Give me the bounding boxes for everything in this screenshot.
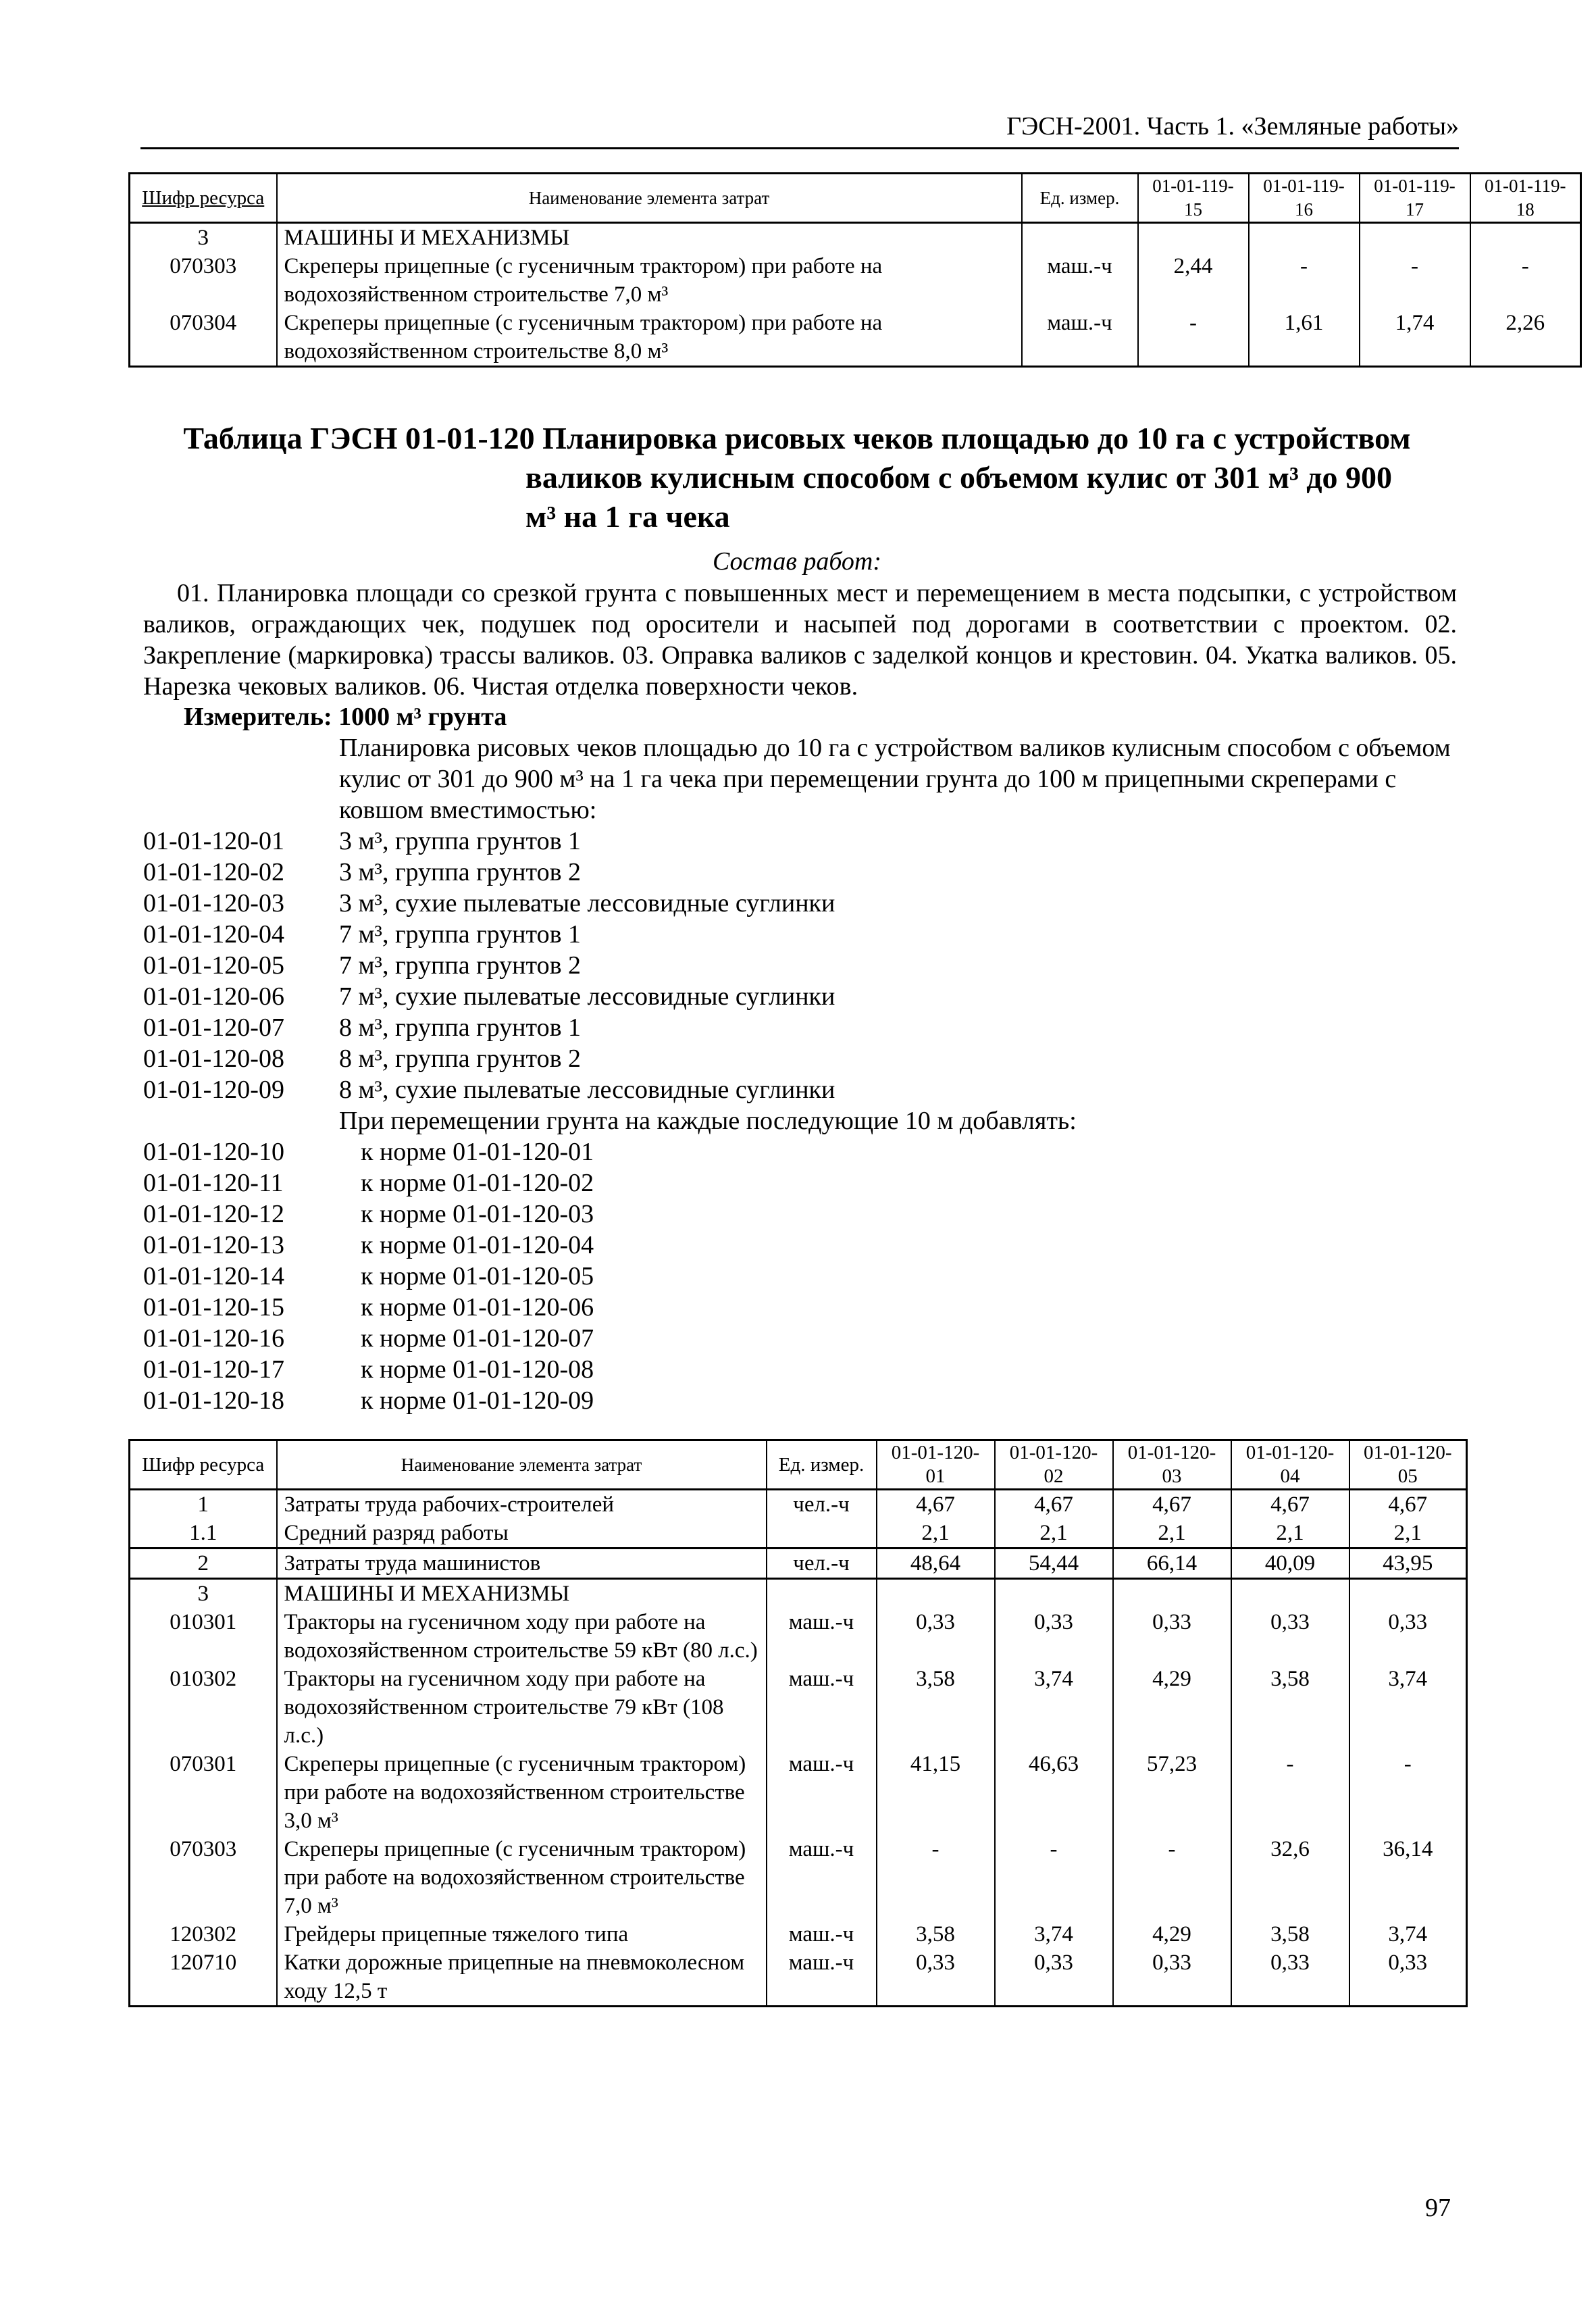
norm-description: к норме 01-01-120-04 (361, 1231, 594, 1259)
norm-code: 01-01-120-18 (143, 1386, 284, 1415)
list-item (143, 1074, 1359, 1105)
value: 3,74 (1349, 1920, 1467, 1948)
unit: чел.-ч (767, 1490, 877, 1519)
value: - (1349, 1750, 1467, 1835)
norm-description: 8 м³, сухие пылеватые лессовидные суглинки (339, 1076, 835, 1104)
resource-code: 070301 (130, 1750, 277, 1835)
value: 0,33 (1113, 1948, 1231, 2007)
norm-code: 01-01-120-02 (143, 858, 284, 886)
unit: маш.-ч (767, 1665, 877, 1750)
value: 57,23 (1113, 1750, 1231, 1835)
resource-name: Средний разряд работы (277, 1519, 767, 1549)
value: 4,67 (1113, 1490, 1231, 1519)
list-item (143, 1261, 1359, 1292)
composition-heading: Состав работ: (712, 547, 882, 576)
norm-code: 01-01-120-01 (143, 827, 284, 855)
norm-code: 01-01-120-15 (143, 1293, 284, 1322)
norm-description: 3 м³, сухие пылеватые лессовидные суглинки (339, 889, 835, 917)
col-header-norm: 01-01-119-16 (1249, 174, 1360, 223)
resource-code: 120302 (130, 1920, 277, 1948)
col-header-name: Наименование элемента затрат (277, 174, 1022, 223)
unit: маш.-ч (767, 1948, 877, 2007)
norm-code: 01-01-120-07 (143, 1013, 284, 1042)
value: 2,44 (1138, 252, 1249, 309)
unit (1022, 223, 1138, 253)
value: 4,67 (1349, 1490, 1467, 1519)
norm-code: 01-01-120-09 (143, 1076, 284, 1104)
composition-text: 01. Планировка площади со срезкой грунта с повышенных мест и перемещением в места подсыпки, с устройством валиков, ограждающих чек, подушек под оросители и насыпей под дорогами в соответствии с проектом. 02. Закрепление (маркировка) трассы валиков. 03. Оправка валиков с заделкой концов и крестовин. 04. Укатка валиков. 05. Нарезка чековых валиков. 06. Чистая отделка поверхности чеков. (143, 579, 1457, 701)
value (1470, 223, 1581, 253)
col-header-norm: 01-01-119-17 (1360, 174, 1470, 223)
table-row (130, 1665, 1467, 1750)
value: - (1360, 252, 1470, 309)
value: - (877, 1835, 995, 1920)
resource-code: 070303 (130, 252, 277, 309)
table-row (130, 1608, 1467, 1665)
table-row (130, 1549, 1467, 1579)
norm-code: 01-01-120-06 (143, 982, 284, 1011)
list-item (143, 981, 1359, 1012)
resource-code: 070303 (130, 1835, 277, 1920)
resource-code: 120710 (130, 1948, 277, 2007)
value: - (1231, 1750, 1349, 1835)
value (1231, 1579, 1349, 1609)
unit: маш.-ч (1022, 252, 1138, 309)
value: 1,61 (1249, 309, 1360, 367)
table-row (130, 1519, 1467, 1549)
norm-description: 3 м³, группа грунтов 1 (339, 827, 582, 855)
resource-name: МАШИНЫ И МЕХАНИЗМЫ (277, 1579, 767, 1609)
value: 0,33 (877, 1608, 995, 1665)
table-row (130, 309, 1581, 367)
list-item (143, 950, 1359, 981)
list-item (143, 1167, 1359, 1199)
running-title: ГЭСН-2001. Часть 1. «Земляные работы» (1006, 112, 1459, 141)
unit: чел.-ч (767, 1549, 877, 1579)
value: 3,58 (877, 1665, 995, 1750)
value (877, 1579, 995, 1609)
list-item (143, 1292, 1359, 1323)
value: 0,33 (995, 1948, 1113, 2007)
value: 0,33 (995, 1608, 1113, 1665)
resource-code: 2 (130, 1549, 277, 1579)
list-item (143, 1354, 1359, 1385)
resource-table-119 (128, 172, 1582, 368)
col-header-norm: 01-01-120-02 (995, 1440, 1113, 1490)
value: 46,63 (995, 1750, 1113, 1835)
resource-code: 070304 (130, 309, 277, 367)
value: 0,33 (1349, 1608, 1467, 1665)
norm-description: к норме 01-01-120-08 (361, 1355, 594, 1384)
resource-code: 3 (130, 223, 277, 253)
col-header-norm: 01-01-120-05 (1349, 1440, 1467, 1490)
value: - (1470, 252, 1581, 309)
value: 41,15 (877, 1750, 995, 1835)
value: 36,14 (1349, 1835, 1467, 1920)
value: 4,29 (1113, 1920, 1231, 1948)
norm-code: 01-01-120-17 (143, 1355, 284, 1384)
table-row (130, 1750, 1467, 1835)
norm-description: к норме 01-01-120-05 (361, 1262, 594, 1290)
value: - (995, 1835, 1113, 1920)
list-item (143, 1012, 1359, 1043)
norm-code: 01-01-120-12 (143, 1200, 284, 1228)
value: - (1249, 252, 1360, 309)
table-row (130, 1948, 1467, 2007)
resource-name: МАШИНЫ И МЕХАНИЗМЫ (277, 223, 1022, 253)
resource-name: Скреперы прицепные (с гусеничным трактором) при работе на водохозяйственном строительстве 3,0 м³ (277, 1750, 767, 1835)
value: 0,33 (877, 1948, 995, 2007)
unit: маш.-ч (767, 1750, 877, 1835)
value: 2,1 (877, 1519, 995, 1549)
col-header-name: Наименование элемента затрат (277, 1440, 767, 1490)
col-header-norm: 01-01-119-18 (1470, 174, 1581, 223)
value: 66,14 (1113, 1549, 1231, 1579)
value: 2,26 (1470, 309, 1581, 367)
col-header-code: Шифр ресурса (130, 174, 277, 223)
value: 40,09 (1231, 1549, 1349, 1579)
norm-code-list (143, 826, 1359, 1416)
col-header-unit: Ед. измер. (1022, 174, 1138, 223)
value: 2,1 (995, 1519, 1113, 1549)
list-item (143, 1323, 1359, 1354)
value: 3,58 (877, 1920, 995, 1948)
value (1113, 1579, 1231, 1609)
value: 48,64 (877, 1549, 995, 1579)
page-number: 97 (1425, 2194, 1451, 2222)
value: 4,67 (877, 1490, 995, 1519)
value: 43,95 (1349, 1549, 1467, 1579)
value: 3,58 (1231, 1665, 1349, 1750)
resource-name: Катки дорожные прицепные на пневмоколесном ходу 12,5 т (277, 1948, 767, 2007)
norm-description: 8 м³, группа грунтов 1 (339, 1013, 582, 1042)
section-title-line: Таблица ГЭСН 01-01-120 Планировка рисовых чеков площадью до 10 га с устройством (183, 421, 1411, 455)
value: 0,33 (1349, 1948, 1467, 2007)
resource-table-120 (128, 1439, 1468, 2007)
norm-description: 8 м³, группа грунтов 2 (339, 1045, 582, 1073)
table-row (130, 252, 1581, 309)
value: 0,33 (1113, 1608, 1231, 1665)
list-item (143, 1230, 1359, 1261)
table-header-row (130, 174, 1581, 223)
value: - (1138, 309, 1249, 367)
section-title (135, 419, 1459, 536)
resource-name: Тракторы на гусеничном ходу при работе на водохозяйственном строительстве 79 кВт (108 л.с.) (277, 1665, 767, 1750)
norm-code: 01-01-120-05 (143, 951, 284, 980)
norm-code: 01-01-120-16 (143, 1324, 284, 1353)
list-item (143, 857, 1359, 888)
col-header-code: Шифр ресурса (130, 1440, 277, 1490)
unit-of-measure: Измеритель: 1000 м³ грунта (184, 703, 507, 731)
value: 1,74 (1360, 309, 1470, 367)
unit: маш.-ч (1022, 309, 1138, 367)
norm-description: к норме 01-01-120-03 (361, 1200, 594, 1228)
value: 54,44 (995, 1549, 1113, 1579)
resource-name: Тракторы на гусеничном ходу при работе на водохозяйственном строительстве 59 кВт (80 л.с.) (277, 1608, 767, 1665)
resource-name: Затраты труда машинистов (277, 1549, 767, 1579)
norm-description: к норме 01-01-120-07 (361, 1324, 594, 1353)
col-header-unit: Ед. измер. (767, 1440, 877, 1490)
value (995, 1579, 1113, 1609)
unit (767, 1579, 877, 1609)
norm-description: к норме 01-01-120-06 (361, 1293, 594, 1322)
col-header-norm: 01-01-120-03 (1113, 1440, 1231, 1490)
value: 32,6 (1231, 1835, 1349, 1920)
norm-description: к норме 01-01-120-01 (361, 1138, 594, 1166)
additional-norms-intro: При перемещении грунта на каждые последующие 10 м добавлять: (339, 1107, 1077, 1135)
norm-description: 7 м³, группа грунтов 2 (339, 951, 582, 980)
table-row (130, 223, 1581, 253)
unit: маш.-ч (767, 1608, 877, 1665)
unit (767, 1519, 877, 1549)
table-row (130, 1579, 1467, 1609)
value: 4,67 (1231, 1490, 1349, 1519)
value: 4,67 (995, 1490, 1113, 1519)
value: 3,58 (1231, 1920, 1349, 1948)
list-item (143, 1043, 1359, 1074)
value: 2,1 (1349, 1519, 1467, 1549)
list-item (143, 1385, 1359, 1416)
resource-code: 010302 (130, 1665, 277, 1750)
value: 2,1 (1231, 1519, 1349, 1549)
value: 0,33 (1231, 1948, 1349, 2007)
col-header-norm: 01-01-120-01 (877, 1440, 995, 1490)
value: 2,1 (1113, 1519, 1231, 1549)
unit: маш.-ч (767, 1920, 877, 1948)
norm-description: к норме 01-01-120-09 (361, 1386, 594, 1415)
value (1249, 223, 1360, 253)
norm-description: 3 м³, группа грунтов 2 (339, 858, 582, 886)
resource-code: 010301 (130, 1608, 277, 1665)
resource-name: Скреперы прицепные (с гусеничным трактором) при работе на водохозяйственном строительстве 7,0 м³ (277, 1835, 767, 1920)
table-row (130, 1490, 1467, 1519)
norm-code: 01-01-120-04 (143, 920, 284, 949)
list-item (143, 919, 1359, 950)
section-title-line: валиков кулисным способом с объемом кулис от 301 м³ до 900 (525, 460, 1393, 495)
list-item (143, 1136, 1359, 1167)
value: - (1113, 1835, 1231, 1920)
list-item (143, 1199, 1359, 1230)
resource-name: Скреперы прицепные (с гусеничным трактором) при работе на водохозяйственном строительстве 7,0 м³ (277, 252, 1022, 309)
unit: маш.-ч (767, 1835, 877, 1920)
value: 3,74 (1349, 1665, 1467, 1750)
norm-code: 01-01-120-08 (143, 1045, 284, 1073)
table-header-row (130, 1440, 1467, 1490)
resource-name: Скреперы прицепные (с гусеничным трактором) при работе на водохозяйственном строительстве 8,0 м³ (277, 309, 1022, 367)
value (1138, 223, 1249, 253)
value (1360, 223, 1470, 253)
norm-code: 01-01-120-10 (143, 1138, 284, 1166)
section-title-line: м³ на 1 га чека (525, 499, 730, 534)
norms-intro: Планировка рисовых чеков площадью до 10 га с устройством валиков кулисным способом с объемом кулис от 301 до 900 м³ на 1 га чека при перемещении грунта до 100 м прицепными скреперами с ковшом вместимостью: (339, 734, 1451, 824)
norm-description: к норме 01-01-120-02 (361, 1169, 594, 1197)
norm-code: 01-01-120-13 (143, 1231, 284, 1259)
resource-name: Грейдеры прицепные тяжелого типа (277, 1920, 767, 1948)
norm-code: 01-01-120-14 (143, 1262, 284, 1290)
norm-code: 01-01-120-11 (143, 1169, 284, 1197)
norm-description: 7 м³, группа грунтов 1 (339, 920, 582, 949)
value: 4,29 (1113, 1665, 1231, 1750)
norm-code: 01-01-120-03 (143, 889, 284, 917)
resource-code: 1.1 (130, 1519, 277, 1549)
norm-description: 7 м³, сухие пылеватые лессовидные суглинки (339, 982, 835, 1011)
list-item (143, 826, 1359, 857)
value (1349, 1579, 1467, 1609)
table-row (130, 1920, 1467, 1948)
resource-code: 3 (130, 1579, 277, 1609)
resource-code: 1 (130, 1490, 277, 1519)
col-header-norm: 01-01-120-04 (1231, 1440, 1349, 1490)
value: 3,74 (995, 1920, 1113, 1948)
resource-name: Затраты труда рабочих-строителей (277, 1490, 767, 1519)
col-header-norm: 01-01-119-15 (1138, 174, 1249, 223)
list-item (143, 888, 1359, 919)
running-header (140, 108, 1459, 149)
value: 0,33 (1231, 1608, 1349, 1665)
value: 3,74 (995, 1665, 1113, 1750)
table-row (130, 1835, 1467, 1920)
